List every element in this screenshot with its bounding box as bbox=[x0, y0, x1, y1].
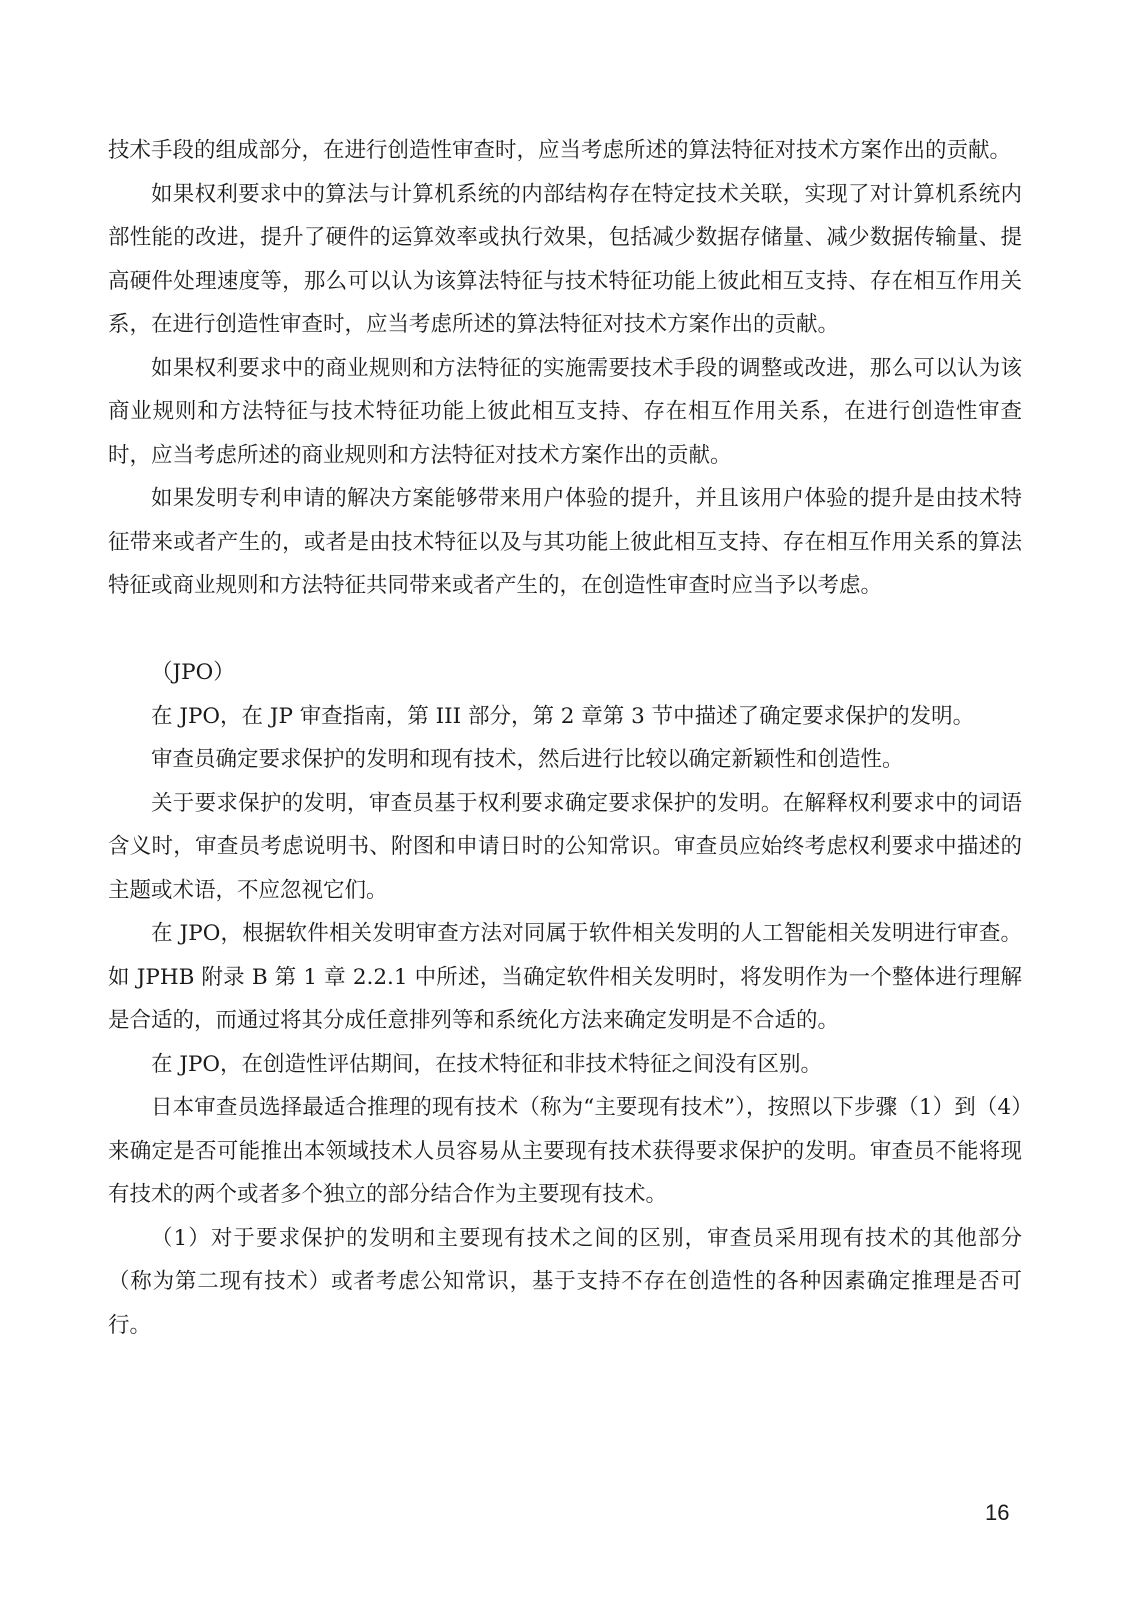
paragraph-2: 如果权利要求中的算法与计算机系统的内部结构存在特定技术关联，实现了对计算机系统内部性能的改进，提升了硬件的运算效率或执行效果，包括减少数据存储量、减少数据传输量、提高硬件处理速度等，那么可以认为该算法特征与技术特征功能上彼此相互支持、存在相互作用关系，在进行创造性审查时，应当考虑所述的算法特征对技术方案作出的贡献。 bbox=[108, 181, 1022, 337]
paragraph-9: 在 JPO，在创造性评估期间，在技术特征和非技术特征之间没有区别。 bbox=[151, 1051, 823, 1077]
paragraph-8: 在 JPO，根据软件相关发明审查方法对同属于软件相关发明的人工智能相关发明进行审查。如 JPHB 附录 B 第 1 章 2.2.1 中所述，当确定软件相关发明时，将发明作为一个整体进行理解是合适的，而通过将其分成任意排列等和系统化方法来确定发明是不合适的。 bbox=[108, 921, 1022, 1033]
paragraph-7: 关于要求保护的发明，审查员基于权利要求确定要求保护的发明。在解释权利要求中的词语含义时，审查员考虑说明书、附图和申请日时的公知常识。审查员应始终考虑权利要求中描述的主题或术语，不应忽视它们。 bbox=[108, 790, 1022, 903]
paragraph-3: 如果权利要求中的商业规则和方法特征的实施需要技术手段的调整或改进，那么可以认为该商业规则和方法特征与技术特征功能上彼此相互支持、存在相互作用关系，在进行创造性审查时，应当考虑所述的商业规则和方法特征对技术方案作出的贡献。 bbox=[108, 355, 1022, 468]
paragraph-5: 在 JPO，在 JP 审查指南，第 III 部分，第 2 章第 3 节中描述了确定要求保护的发明。 bbox=[151, 703, 975, 729]
paragraphs-top bbox=[108, 129, 1022, 608]
paragraph-4: 如果发明专利申请的解决方案能够带来用户体验的提升，并且该用户体验的提升是由技术特征带来或者产生的，或者是由技术特征以及与其功能上彼此相互支持、存在相互作用关系的算法特征或商业规则和方法特征共同带来或者产生的，在创造性审查时应当予以考虑。 bbox=[108, 486, 1022, 598]
paragraph-6: 审查员确定要求保护的发明和现有技术，然后进行比较以确定新颖性和创造性。 bbox=[151, 747, 904, 772]
page-number: 16 bbox=[985, 1500, 1010, 1525]
paragraph-11: （1）对于要求保护的发明和主要现有技术之间的区别，审查员采用现有技术的其他部分（称为第二现有技术）或者考虑公知常识，基于支持不存在创造性的各种因素确定推理是否可行。 bbox=[108, 1225, 1022, 1338]
paragraph-1: 技术手段的组成部分，在进行创造性审查时，应当考虑所述的算法特征对技术方案作出的贡献。 bbox=[108, 138, 1012, 163]
section-heading-jpo: （JPO） bbox=[151, 660, 235, 685]
paragraph-10: 日本审查员选择最适合推理的现有技术（称为“主要现有技术”），按照以下步骤（1）到（4）来确定是否可能推出本领域技术人员容易从主要现有技术获得要求保护的发明。审查员不能将现有技术的两个或者多个独立的部分结合作为主要现有技术。 bbox=[108, 1095, 1022, 1207]
document-body bbox=[108, 129, 1022, 1347]
paragraphs-bottom bbox=[108, 695, 1022, 1348]
section-gap bbox=[108, 608, 1022, 652]
